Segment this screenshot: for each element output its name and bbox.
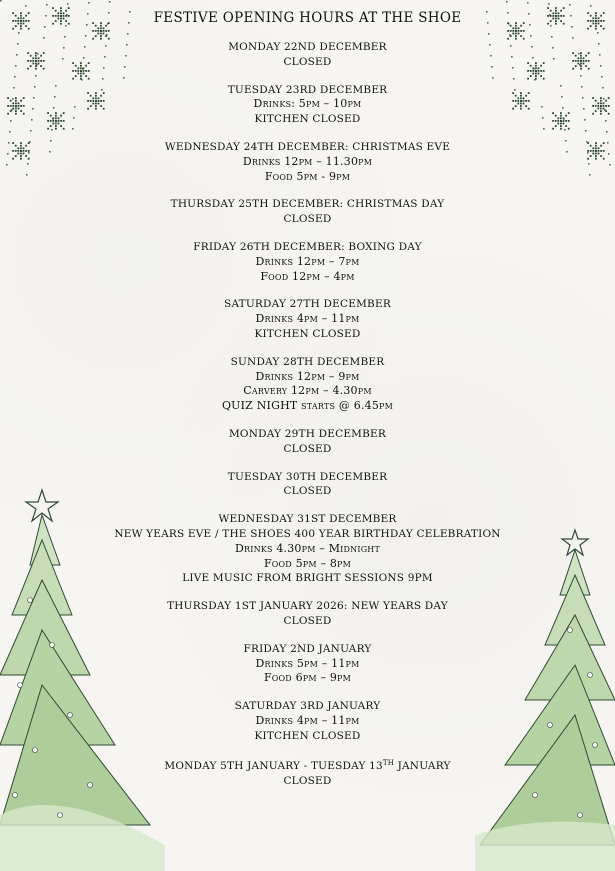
day-heading: MONDAY 22ND DECEMBER [228, 41, 387, 53]
day-block [0, 140, 615, 184]
day-heading-sup: TH [382, 759, 395, 768]
day-heading: TUESDAY 23RD DECEMBER [227, 83, 388, 96]
day-detail: CLOSED [283, 614, 332, 627]
day-detail: Drinks 4pm – 11pm [255, 312, 360, 326]
day-block [0, 470, 615, 500]
day-detail: LIVE MUSIC FROM BRIGHT SESSIONS 9PM [182, 572, 433, 585]
day-detail: QUIZ NIGHT starts @ 6.45pm [221, 399, 394, 413]
day-detail: Drinks 12pm – 11.30pm [242, 154, 373, 168]
day-detail: Food 12pm – 4pm [260, 269, 355, 283]
day-block [0, 355, 615, 414]
day-heading: SUNDAY 28TH DECEMBER [230, 355, 385, 368]
day-detail: CLOSED [283, 775, 332, 788]
day-block [0, 83, 615, 127]
days-container [0, 40, 615, 743]
day-heading: FRIDAY 2ND JANUARY [243, 642, 372, 655]
day-detail: CLOSED [283, 485, 332, 498]
day-block [0, 240, 615, 284]
day-detail: CLOSED [283, 213, 332, 226]
day-heading: THURSDAY 25TH DECEMBER: CHRISTMAS DAY [170, 198, 445, 211]
day-heading: WEDNESDAY 24TH DECEMBER: CHRISTMAS EVE [164, 140, 451, 153]
day-block [0, 297, 615, 341]
day-heading [0, 756, 615, 774]
day-heading-part1: MONDAY 5TH JANUARY - TUESDAY 13 [164, 760, 383, 773]
day-heading: SATURDAY 27TH DECEMBER [224, 298, 391, 311]
day-detail: Drinks: 5pm – 10pm [253, 97, 362, 111]
day-detail: CLOSED [283, 55, 332, 68]
day-detail: Drinks 4pm – 11pm [255, 713, 360, 727]
day-heading: TUESDAY 30TH DECEMBER [227, 470, 388, 483]
day-detail: Drinks 5pm – 11pm [255, 656, 360, 670]
day-block [0, 699, 615, 743]
day-detail: KITCHEN CLOSED [254, 729, 361, 742]
day-heading: WEDNESDAY 31ST DECEMBER [218, 513, 397, 526]
day-detail: Drinks 12pm – 7pm [255, 254, 360, 268]
day-detail: CLOSED [283, 442, 332, 455]
day-detail: KITCHEN CLOSED [254, 113, 361, 126]
day-detail: NEW YEARS EVE / THE SHOES 400 YEAR BIRTHDAY CELEBRATION [114, 527, 501, 540]
page-title: FESTIVE OPENING HOURS AT THE SHOE [153, 10, 462, 26]
day-heading: MONDAY 29TH DECEMBER [228, 427, 387, 440]
day-heading: FRIDAY 26TH DECEMBER: BOXING DAY [193, 240, 422, 253]
day-heading: THURSDAY 1ST JANUARY 2026: NEW YEARS DAY [167, 600, 448, 613]
day-heading-part2: JANUARY [394, 760, 451, 773]
day-block [0, 427, 615, 457]
day-detail: Carvery 12pm – 4.30pm [243, 384, 372, 398]
day-block [0, 599, 615, 629]
day-block [0, 512, 615, 586]
day-block-last [0, 756, 615, 789]
day-block [0, 642, 615, 686]
day-detail: KITCHEN CLOSED [254, 327, 361, 340]
day-detail: Drinks 12pm – 9pm [255, 369, 360, 383]
day-block [0, 40, 615, 70]
day-detail: Food 6pm – 9pm [263, 671, 352, 685]
day-detail: Food 5pm - 9pm [264, 169, 351, 183]
opening-hours-list [0, 10, 615, 802]
day-block [0, 197, 615, 227]
day-detail: Drinks 4.30pm – Midnight [234, 541, 381, 555]
day-heading: SATURDAY 3RD JANUARY [234, 700, 381, 713]
day-detail: Food 5pm – 8pm [263, 556, 352, 570]
